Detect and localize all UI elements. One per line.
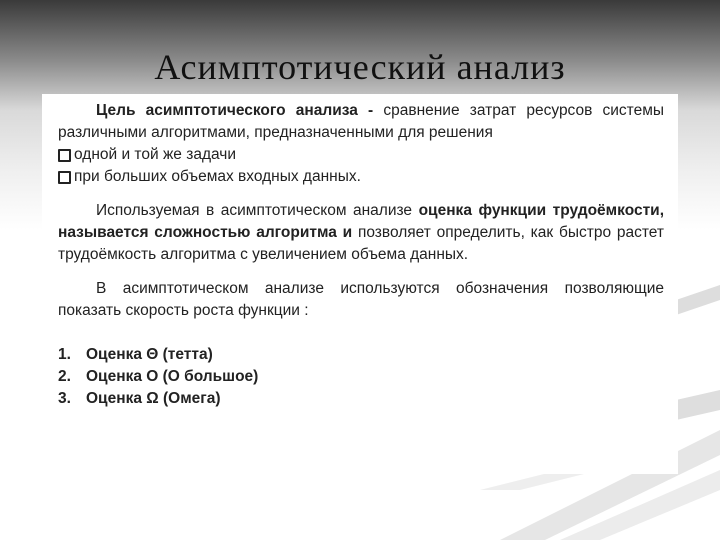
- slide-body: [58, 100, 664, 410]
- checkbox-bullet-icon: [58, 171, 71, 184]
- content-panel: [42, 94, 678, 474]
- paragraph-goal: [58, 100, 664, 144]
- bullet-text: при больших объемах входных данных.: [74, 168, 361, 185]
- complexity-bold-text: оценка функции трудоёмкости, называется сложностью алгоритма и: [58, 202, 665, 241]
- list-item: [58, 388, 664, 410]
- bullet-item: [58, 166, 664, 188]
- list-item: [58, 366, 664, 388]
- paragraph-notations: В асимптотическом анализе используются обозначения позволяющие показать скорость роста функции :: [58, 280, 664, 319]
- slide-title: Асимптотический анализ: [154, 47, 566, 87]
- list-item-number: 3.: [58, 390, 71, 407]
- list-item-text: Оценка О (О большое): [86, 368, 259, 385]
- notation-list: [58, 344, 664, 410]
- list-item-number: 1.: [58, 346, 71, 363]
- bullet-item: [58, 144, 664, 166]
- goal-text: сравнение затрат ресурсов системы различными алгоритмами, предназначенными для решения: [58, 102, 664, 141]
- bullet-text: одной и той же задачи: [74, 146, 237, 163]
- list-item-text: Оценка Ω (Омега): [86, 390, 221, 407]
- complexity-text-start: Используемая в асимптотическом анализе: [96, 202, 419, 219]
- list-item: [58, 344, 664, 366]
- list-item-number: 2.: [58, 368, 71, 385]
- goal-bold-text: Цель асимптотического анализа -: [96, 102, 374, 119]
- complexity-text-end: позволяет определить, как быстро растет трудоёмкость алгоритма с увеличением объема данных.: [58, 224, 664, 263]
- paragraph-complexity: [58, 200, 664, 266]
- list-item-text: Оценка Θ (тетта): [86, 346, 213, 363]
- checkbox-bullet-icon: [58, 149, 71, 162]
